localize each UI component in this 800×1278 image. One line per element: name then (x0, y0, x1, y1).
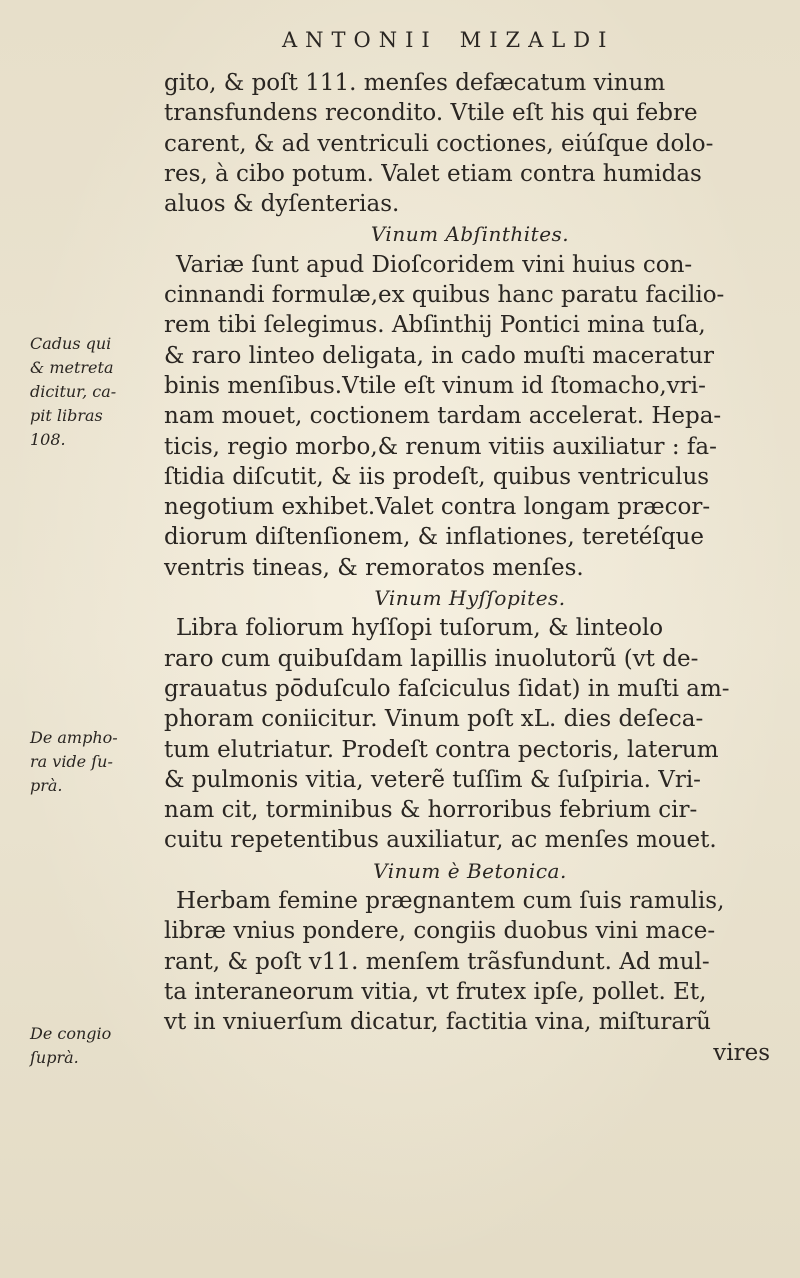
margin-note-line: dicitur, ca- (30, 382, 117, 401)
text-line: nam cit, torminibus & horroribus febrium cir- (164, 797, 698, 824)
text-line: libræ vnius pondere, congiis duobus vini mace- (164, 918, 716, 945)
margin-note-amphora (30, 726, 155, 798)
running-head-author-last: MIZALDI (459, 28, 615, 52)
text-line: ticis, regio morbo,& renum vitiis auxiliatur : fa- (164, 433, 717, 460)
text-line: binis menſibus.Vtile eſt vinum id ſtomacho,vri- (164, 372, 706, 399)
margin-note-congio (30, 1022, 155, 1070)
text-line: diorum diſtenſionem, & inflationes, teretéſque (164, 524, 704, 551)
margin-note-cadus (30, 332, 155, 452)
text-line: aluos & dyſenterias. (164, 191, 400, 218)
text-line: ſtidia diſcutit, & iis prodeſt, quibus ventriculus (164, 463, 710, 490)
text-line: rant, & poſt v11. menſem trãsfundunt. Ad mul- (164, 948, 710, 975)
text-line: carent, & ad ventriculi coctiones, eiúſque dolo- (164, 130, 714, 157)
margin-note-line: Cadus qui (30, 334, 112, 353)
running-head (282, 28, 636, 52)
text-line: raro cum quibuſdam lapillis inuolutorũ (vt de- (164, 645, 699, 672)
margin-note-line: De congio (30, 1024, 112, 1043)
margin-note-line: ra vide ſu- (30, 752, 113, 771)
paragraph (164, 886, 776, 1037)
text-line: tum elutriatur. Prodeſt contra pectoris, laterum (164, 736, 719, 763)
text-line: & pulmonis vitia, veterẽ tuſſim & ſuſpiria. Vri- (164, 766, 701, 793)
text-line: cinnandi formulæ,ex quibus hanc paratu facilio- (164, 282, 725, 309)
text-line: grauatus pōduſculo faſciculus ſidat) in muſti am- (164, 675, 730, 702)
section-heading: Vinum Abſinthites. (370, 222, 570, 247)
margin-note-line: prà. (30, 776, 63, 795)
main-text (164, 68, 776, 1068)
text-line: & raro linteo deligata, in cado muſti maceratur (164, 342, 715, 369)
text-line: nam mouet, coctionem tardam accelerat. Hepa- (164, 403, 722, 430)
paragraph (164, 613, 776, 855)
text-line: ta interaneorum vitia, vt frutex ipſe, pollet. Et, (164, 978, 707, 1005)
paragraph (164, 68, 776, 219)
text-line: Libra foliorum hyſſopi tuſorum, & linteolo (176, 615, 664, 642)
text-line: ventris tineas, & remoratos menſes. (164, 554, 584, 581)
section-heading: Vinum Hyſſopites. (374, 586, 566, 611)
text-line: gito, & poſt 111. menſes defæcatum vinum (164, 70, 666, 96)
margin-note-line: 108. (30, 430, 66, 449)
margin-note-line: & metreta (30, 358, 114, 377)
text-line: vt in vniuerſum dicatur, factitia vina, miſturarũ (164, 1009, 711, 1036)
text-line: Herbam femine prægnantem cum ſuis ramulis, (176, 888, 725, 915)
text-line: cuitu repetentibus auxiliatur, ac menſes mouet. (164, 827, 717, 854)
margin-note-line: ſuprà. (30, 1048, 79, 1067)
text-line: phoram coniicitur. Vinum poſt xL. dies deſeca- (164, 706, 704, 733)
margin-note-line: De ampho- (30, 728, 118, 747)
paragraph (164, 250, 776, 583)
text-line: transfundens recondito. Vtile eſt his qui febre (164, 100, 698, 127)
running-head-author-first: ANTONII (282, 28, 438, 52)
text-line: Variæ ſunt apud Dioſcoridem vini huius con- (176, 251, 693, 278)
catchword: vires (713, 1039, 770, 1066)
text-line: res, à cibo potum. Valet etiam contra humidas (164, 160, 702, 187)
text-line: rem tibi ſelegimus. Abſinthij Pontici mina tuſa, (164, 312, 706, 339)
margin-note-line: pit libras (30, 406, 103, 425)
section-heading: Vinum è Betonica. (373, 858, 567, 883)
text-line: negotium exhibet.Valet contra longam præcor- (164, 494, 711, 521)
